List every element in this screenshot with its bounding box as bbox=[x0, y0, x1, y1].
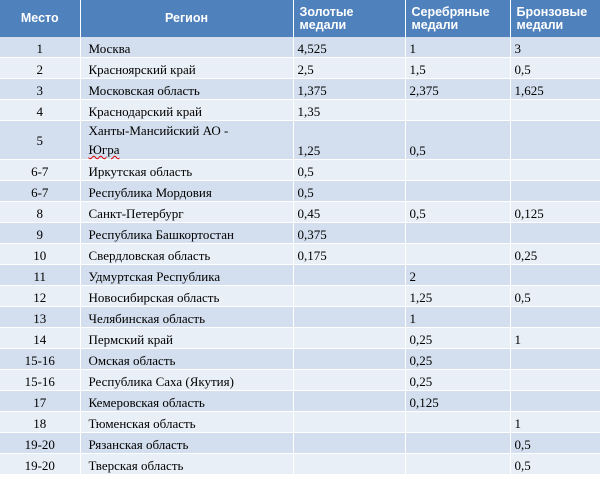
table-row bbox=[0, 160, 600, 181]
gold-cell: 4,525 bbox=[293, 37, 405, 58]
place-cell: 2 bbox=[0, 58, 80, 79]
bronze-cell: 0,125 bbox=[510, 202, 600, 223]
bronze-cell bbox=[510, 370, 600, 391]
place-cell: 1 bbox=[0, 37, 80, 58]
region-cell: Пермский край bbox=[80, 328, 293, 349]
region-cell: Московская область bbox=[80, 79, 293, 100]
region-cell: Кемеровская область bbox=[80, 391, 293, 412]
gold-cell: 0,175 bbox=[293, 244, 405, 265]
bronze-cell bbox=[510, 160, 600, 181]
silver-cell: 0,25 bbox=[405, 370, 510, 391]
gold-cell: 1,375 bbox=[293, 79, 405, 100]
table-row bbox=[0, 202, 600, 223]
region-cell: Иркутская область bbox=[80, 160, 293, 181]
place-cell: 8 bbox=[0, 202, 80, 223]
silver-cell bbox=[405, 244, 510, 265]
place-cell: 12 bbox=[0, 286, 80, 307]
table-row bbox=[0, 244, 600, 265]
bronze-cell: 0,5 bbox=[510, 433, 600, 454]
bronze-cell bbox=[510, 307, 600, 328]
place-cell: 5 bbox=[0, 121, 80, 160]
silver-cell: 1 bbox=[405, 37, 510, 58]
gold-cell: 1,35 bbox=[293, 100, 405, 121]
silver-cell: 2,375 bbox=[405, 79, 510, 100]
table-row bbox=[0, 286, 600, 307]
silver-cell: 1 bbox=[405, 307, 510, 328]
place-cell: 18 bbox=[0, 412, 80, 433]
region-line-2: Югра bbox=[88, 142, 120, 157]
bronze-cell bbox=[510, 121, 600, 160]
bronze-cell: 0,25 bbox=[510, 244, 600, 265]
place-cell: 11 bbox=[0, 265, 80, 286]
silver-cell: 1,5 bbox=[405, 58, 510, 79]
bronze-cell bbox=[510, 391, 600, 412]
header-region: Регион bbox=[80, 0, 293, 37]
table-row bbox=[0, 79, 600, 100]
bronze-cell: 0,5 bbox=[510, 58, 600, 79]
gold-cell: 0,45 bbox=[293, 202, 405, 223]
place-cell: 13 bbox=[0, 307, 80, 328]
region-cell: Краснодарский край bbox=[80, 100, 293, 121]
header-place: Место bbox=[0, 0, 80, 37]
table-row bbox=[0, 391, 600, 412]
table-row bbox=[0, 265, 600, 286]
region-cell: Свердловская область bbox=[80, 244, 293, 265]
header-row bbox=[0, 0, 600, 37]
gold-cell bbox=[293, 307, 405, 328]
table-body bbox=[0, 37, 600, 475]
place-cell: 19-20 bbox=[0, 454, 80, 475]
place-cell: 15-16 bbox=[0, 349, 80, 370]
bronze-cell bbox=[510, 349, 600, 370]
table-row bbox=[0, 370, 600, 391]
place-cell: 19-20 bbox=[0, 433, 80, 454]
gold-cell bbox=[293, 370, 405, 391]
region-cell: Республика Башкортостан bbox=[80, 223, 293, 244]
bronze-cell: 1 bbox=[510, 328, 600, 349]
region-cell: Республика Мордовия bbox=[80, 181, 293, 202]
table-row bbox=[0, 307, 600, 328]
silver-cell bbox=[405, 160, 510, 181]
place-cell: 10 bbox=[0, 244, 80, 265]
table-row bbox=[0, 223, 600, 244]
table-row bbox=[0, 100, 600, 121]
bronze-cell bbox=[510, 100, 600, 121]
table-row bbox=[0, 412, 600, 433]
gold-cell bbox=[293, 286, 405, 307]
region-cell: Москва bbox=[80, 37, 293, 58]
table-header bbox=[0, 0, 600, 37]
place-cell: 3 bbox=[0, 79, 80, 100]
bronze-cell: 0,5 bbox=[510, 286, 600, 307]
region-cell: Тверская область bbox=[80, 454, 293, 475]
region-cell: Новосибирская область bbox=[80, 286, 293, 307]
gold-cell bbox=[293, 349, 405, 370]
gold-cell: 1,25 bbox=[293, 121, 405, 160]
gold-cell: 2,5 bbox=[293, 58, 405, 79]
place-cell: 15-16 bbox=[0, 370, 80, 391]
gold-cell: 0,5 bbox=[293, 160, 405, 181]
bronze-cell: 3 bbox=[510, 37, 600, 58]
place-cell: 4 bbox=[0, 100, 80, 121]
silver-cell: 1,25 bbox=[405, 286, 510, 307]
table-row bbox=[0, 181, 600, 202]
region-cell: Удмуртская Республика bbox=[80, 265, 293, 286]
place-cell: 17 bbox=[0, 391, 80, 412]
table-row bbox=[0, 121, 600, 160]
place-cell: 6-7 bbox=[0, 181, 80, 202]
table-row bbox=[0, 328, 600, 349]
place-cell: 6-7 bbox=[0, 160, 80, 181]
bronze-cell: 0,5 bbox=[510, 454, 600, 475]
silver-cell bbox=[405, 181, 510, 202]
silver-cell: 0,125 bbox=[405, 391, 510, 412]
gold-cell: 0,5 bbox=[293, 181, 405, 202]
bronze-cell bbox=[510, 265, 600, 286]
silver-cell: 0,25 bbox=[405, 349, 510, 370]
region-cell: Омская область bbox=[80, 349, 293, 370]
region-cell: Республика Саха (Якутия) bbox=[80, 370, 293, 391]
table-row bbox=[0, 433, 600, 454]
gold-cell bbox=[293, 454, 405, 475]
region-line-1: Ханты-Мансийский АО - bbox=[88, 123, 229, 138]
silver-cell: 0,25 bbox=[405, 328, 510, 349]
region-cell: Челябинская область bbox=[80, 307, 293, 328]
region-cell: Рязанская область bbox=[80, 433, 293, 454]
table-row bbox=[0, 349, 600, 370]
silver-cell: 0,5 bbox=[405, 121, 510, 160]
silver-cell bbox=[405, 454, 510, 475]
bronze-cell: 1,625 bbox=[510, 79, 600, 100]
silver-cell: 2 bbox=[405, 265, 510, 286]
bronze-cell: 1 bbox=[510, 412, 600, 433]
gold-cell bbox=[293, 433, 405, 454]
gold-cell bbox=[293, 265, 405, 286]
gold-cell bbox=[293, 391, 405, 412]
silver-cell bbox=[405, 433, 510, 454]
table-row bbox=[0, 37, 600, 58]
region-cell: Тюменская область bbox=[80, 412, 293, 433]
place-cell: 14 bbox=[0, 328, 80, 349]
region-cell bbox=[80, 121, 293, 160]
place-cell: 9 bbox=[0, 223, 80, 244]
bronze-cell bbox=[510, 223, 600, 244]
gold-cell: 0,375 bbox=[293, 223, 405, 244]
silver-cell bbox=[405, 412, 510, 433]
header-bronze: Бронзовые медали bbox=[510, 0, 600, 37]
bronze-cell bbox=[510, 181, 600, 202]
table-row bbox=[0, 454, 600, 475]
region-cell: Санкт-Петербург bbox=[80, 202, 293, 223]
header-silver: Серебряные медали bbox=[405, 0, 510, 37]
silver-cell bbox=[405, 100, 510, 121]
region-cell: Красноярский край bbox=[80, 58, 293, 79]
gold-cell bbox=[293, 412, 405, 433]
gold-cell bbox=[293, 328, 405, 349]
silver-cell bbox=[405, 223, 510, 244]
silver-cell: 0,5 bbox=[405, 202, 510, 223]
table-row bbox=[0, 58, 600, 79]
header-gold: Золотые медали bbox=[293, 0, 405, 37]
